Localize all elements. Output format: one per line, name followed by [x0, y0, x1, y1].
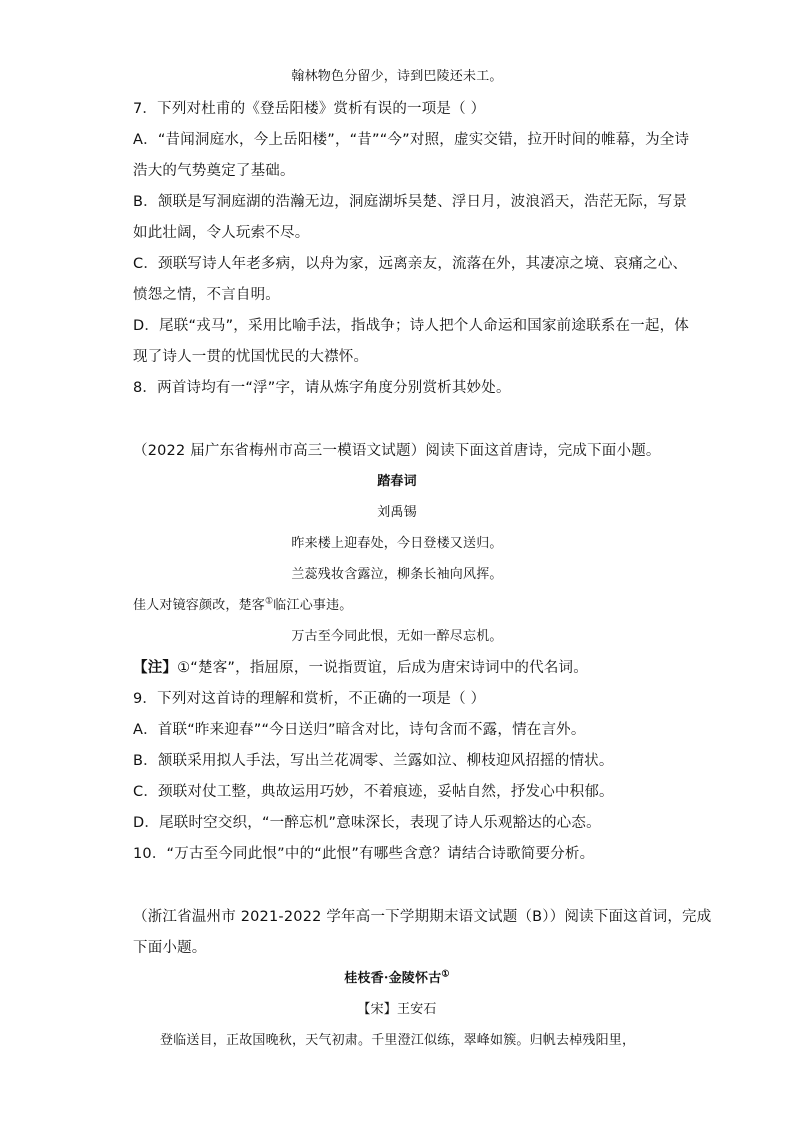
q7-option-a-line2: 浩大的气势奠定了基础。 [133, 163, 295, 179]
footnote-marker: ① [265, 596, 274, 607]
poem2-author: 刘禹锡 [377, 505, 417, 520]
poem2-line3-part1: 佳人对镜容颜改，楚客 [133, 598, 266, 613]
q7-option-c-line2: 愤怨之情，不言自明。 [133, 287, 280, 303]
q7-stem: 7．下列对杜甫的《登岳阳楼》赏析有误的一项是（ ） [133, 101, 486, 117]
note-text: ①“楚客”，指屈原，一说指贾谊，后成为唐宋诗词中的代名词。 [177, 660, 588, 676]
q7-option-c-line1: C．颈联写诗人年老多病，以舟为家，远离亲友，流落在外，其凄凉之境、哀痛之心、 [133, 256, 688, 272]
q9-option-a: A．首联“昨来迎春”“今日送归”暗含对比，诗句含而不露，情在言外。 [133, 722, 586, 738]
poem3-title [0, 969, 794, 989]
q7-option-b-line1: B．颔联是写洞庭湖的浩瀚无边，洞庭湖坼吴楚、浮日月，波浪滔天，浩茫无际，写景 [133, 194, 688, 210]
q7-option-b-line2: 如此壮阔，令人玩索不尽。 [133, 225, 310, 241]
q7-option-a-line1: A．“昔闻洞庭水，今上岳阳楼”，“昔”“今”对照，虚实交错，拉开时间的帷幕，为全诗 [133, 132, 690, 148]
q9-option-d: D．尾联时空交织，“一醉忘机”意味深长，表现了诗人乐观豁达的心态。 [133, 815, 601, 831]
section3-intro-line2: 下面小题。 [133, 940, 207, 956]
q9-stem: 9．下列对这首诗的理解和赏析，不正确的一项是（ ） [133, 691, 486, 707]
note-label: 【注】 [133, 660, 178, 676]
poem2-line4: 万古至今同此恨，无如一醉尽忘机。 [291, 629, 503, 644]
q9-option-b: B．颔联采用拟人手法，写出兰花凋零、兰露如泣、柳枝迎风招摇的情状。 [133, 753, 614, 769]
poem2-note [133, 658, 588, 678]
q10-stem: 10．“万古至今同此恨”中的“此恨”有哪些含意？请结合诗歌简要分析。 [133, 846, 595, 862]
poem2-line1: 昨来楼上迎春处，今日登楼又送归。 [291, 536, 503, 551]
q8-stem: 8．两首诗均有一“浮”字，请从炼字角度分别赏析其妙处。 [133, 380, 511, 396]
poem3-title-text: 桂枝香·金陵怀古 [344, 971, 442, 986]
poem1-last-line: 翰林物色分留少，诗到巴陵还未工。 [291, 69, 503, 84]
poem2-line3 [133, 596, 353, 616]
q9-option-c: C．颈联对仗工整，典故运用巧妙，不着痕迹，妥帖自然，抒发心中积郁。 [133, 784, 614, 800]
poem3-footnote-marker: ① [441, 969, 450, 980]
poem2-title: 踏春词 [377, 474, 417, 489]
poem2-line3-part2: 临江心事违。 [273, 598, 353, 613]
section2-intro: （2022 届广东省梅州市高三一模语文试题）阅读下面这首唐诗，完成下面小题。 [133, 443, 661, 459]
poem2-line2: 兰蕊残妆含露泣，柳条长袖向风挥。 [291, 567, 503, 582]
poem3-line1: 登临送目，正故国晚秋，天气初肃。千里澄江似练，翠峰如簇。归帆去棹残阳里， [160, 1033, 636, 1048]
q7-option-d-line1: D．尾联“戎马”，采用比喻手法，指战争；诗人把个人命运和国家前途联系在一起，体 [133, 318, 689, 334]
section3-intro-line1: （浙江省温州市 2021-2022 学年高一下学期期末语文试题（B））阅读下面这首词，完成 [133, 909, 712, 925]
q7-option-d-line2: 现了诗人一贯的忧国忧民的大襟怀。 [133, 349, 369, 365]
poem3-author: 【宋】王安石 [357, 1002, 437, 1017]
